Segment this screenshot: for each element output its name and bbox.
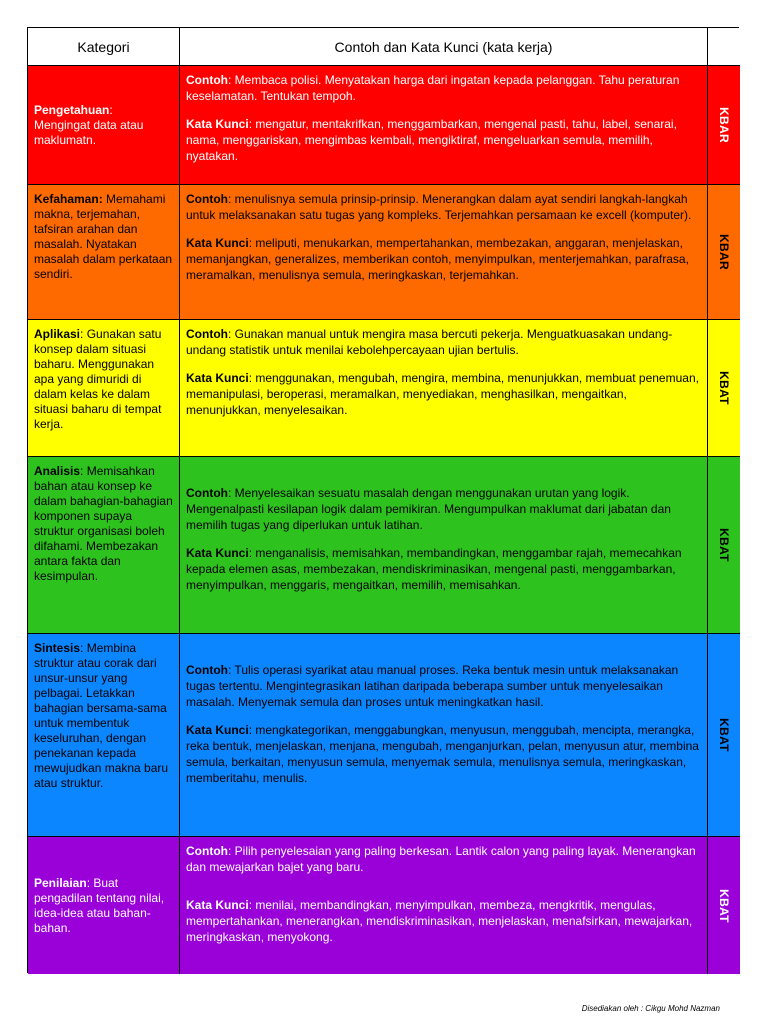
category-description: Gunakan satu konsep dalam situasi baharu. Menggunakan apa yang dimuridi di dalam kelas ke dalam situasi baharu di tempat kerja. <box>34 327 162 431</box>
category-description: Mengingat data atau maklumatn. <box>34 117 144 147</box>
contoh-text: Contoh: Tulis operasi syarikat atau manual proses. Reka bentuk mesin untuk melaksanakan tugas tertentu. Mengintegrasikan latihan daripada beberapa sumber untuk menyelesaikan masalah. Menyemak semula dan proses untuk meningkatkan hasil. <box>186 663 679 709</box>
examples-sintesis <box>180 634 708 837</box>
bloom-taxonomy-table <box>27 27 739 973</box>
examples-penilaian <box>180 837 708 974</box>
level-label-aplikasi: KBAT <box>708 320 740 457</box>
contoh-text: Contoh: Membaca polisi. Menyatakan harga dari ingatan kepada pelanggan. Tahu peraturan keselamatan. Tentukan tempoh. <box>186 73 680 103</box>
footer-credit: Disediakan oleh : Cikgu Mohd Nazman <box>581 1004 720 1013</box>
contoh-text: Contoh: Menyelesaikan sesuatu masalah dengan menggunakan urutan yang logik. Mengenalpasti kesilapan logik dalam pemikiran. Mengumpulkan maklumat dari jabatan dan memilih tugas yang diperlukan untuk latihan. <box>186 486 671 532</box>
level-label-penilaian: KBAT <box>708 837 740 974</box>
category-penilaian: Penilaian: Buat pengadilan tentang nilai, idea-idea atau bahan-bahan. <box>28 837 180 974</box>
header-kategori: Kategori <box>28 28 180 66</box>
kata-kunci-text: Kata Kunci: mengatur, mentakrifkan, menggambarkan, mengenal pasti, tahu, label, senarai, nama, menggariskan, mengimbas kembali, mengiktiraf, mengeluarkan semula, memilih, nyatakan. <box>186 117 677 163</box>
category-description: Membina struktur atau corak dari unsur-unsur yang pelbagai. Letakkan bahagian bersama-sama untuk membentuk keseluruhan, dengan penekanan kepada mewujudkan makna baru atau struktur. <box>34 641 169 790</box>
level-label-sintesis: KBAT <box>708 634 740 837</box>
examples-pengetahuan <box>180 66 708 185</box>
category-kefahaman <box>28 185 180 320</box>
examples-aplikasi <box>180 320 708 457</box>
level-label-analisis: KBAT <box>708 457 740 634</box>
category-name: Aplikasi <box>34 327 81 341</box>
contoh-text: Contoh: Pilih penyelesaian yang paling berkesan. Lantik calon yang paling layak. Menerangkan dan mewajarkan bajet yang baru. <box>186 844 696 874</box>
level-label-pengetahuan: KBAR <box>708 66 740 185</box>
contoh-text: Contoh: menulisnya semula prinsip-prinsip. Menerangkan dalam ayat sendiri langkah-langkah untuk melaksanakan satu tugas yang kompleks. Terjemahkan persamaan ke excell (komputer). <box>186 192 692 222</box>
category-description: Buat pengadilan tentang nilai, idea-idea atau bahan-bahan. <box>34 875 165 935</box>
kata-kunci-text: Kata Kunci: menilai, membandingkan, menyimpulkan, membeza, mengkritik, mengulas, mempertahankan, menerangkan, mendiskriminasikan, menjelaskan, menafsirkan, mewajarkan, meringkaskan, menyokong. <box>186 898 693 944</box>
category-sintesis: Sintesis: Membina struktur atau corak dari unsur-unsur yang pelbagai. Letakkan bahagian bersama-sama untuk membentuk keseluruhan, dengan penekanan kepada mewujudkan makna baru atau struktur. <box>28 634 180 837</box>
category-aplikasi: Aplikasi: Gunakan satu konsep dalam situasi baharu. Menggunakan apa yang dimuridi di dalam kelas ke dalam situasi baharu di tempat kerja. <box>28 320 180 457</box>
category-name: Kefahaman: <box>34 192 103 206</box>
kata-kunci-text: Kata Kunci: mengkategorikan, menggabungkan, menyusun, menggubah, mencipta, merangka, reka bentuk, menjelaskan, menjana, mengubah, menganjurkan, pelan, menyusun atur, membina semula, berkaitan, menyusun semula, menyemak semula, menulisnya semula, meringkaskan, memberitahu, menulis. <box>186 723 699 785</box>
kata-kunci-text: Kata Kunci: menggunakan, mengubah, mengira, membina, menunjukkan, membuat penemuan, memanipulasi, beroperasi, meramalkan, menyediakan, menghasilkan, mengaitkan, menunjukkan, menyelesaikan. <box>186 371 699 417</box>
category-name: Analisis <box>34 464 81 478</box>
kata-kunci-text: Kata Kunci: meliputi, menukarkan, mempertahankan, membezakan, anggaran, menjelaskan, memanjangkan, generalizes, memberikan contoh, menyimpulkan, menterjemahkan, parafrasa, meramalkan, menulisnya semula, meringkaskan, terjemahkan. <box>186 236 689 282</box>
category-name: Sintesis <box>34 641 81 655</box>
category-name: Penilaian <box>34 875 87 890</box>
category-pengetahuan: Pengetahuan: Mengingat data atau maklumatn. <box>28 66 180 185</box>
category-description: Memisahkan bahan atau konsep ke dalam bahagian-bahagian komponen supaya struktur organisasi boleh difahami. Membezakan antara fakta dan kesimpulan. <box>34 464 173 583</box>
category-name: Pengetahuan <box>34 102 110 117</box>
examples-kefahaman <box>180 185 708 320</box>
category-description: Memahami makna, terjemahan, tafsiran arahan dan masalah. Nyatakan masalah dalam perkataan sendiri. <box>34 192 173 281</box>
category-analisis: Analisis: Memisahkan bahan atau konsep ke dalam bahagian-bahagian komponen supaya struktur organisasi boleh difahami. Membezakan antara fakta dan kesimpulan. <box>28 457 180 634</box>
header-contoh-kata-kunci: Contoh dan Kata Kunci (kata kerja) <box>180 28 708 66</box>
header-level <box>708 28 740 66</box>
examples-analisis <box>180 457 708 634</box>
contoh-text: Contoh: Gunakan manual untuk mengira masa bercuti pekerja. Menguatkuasakan undang-undang statistik untuk menilai kebolehpercayaan ujian bertulis. <box>186 327 673 357</box>
kata-kunci-text: Kata Kunci: menganalisis, memisahkan, membandingkan, menggambar rajah, memecahkan kepada elemen asas, membezakan, mendiskriminasikan, mengenal pasti, menggambarkan, menyimpulkan, menggaris, mengaitkan, memilih, memisahkan. <box>186 546 682 592</box>
level-label-kefahaman: KBAR <box>708 185 740 320</box>
